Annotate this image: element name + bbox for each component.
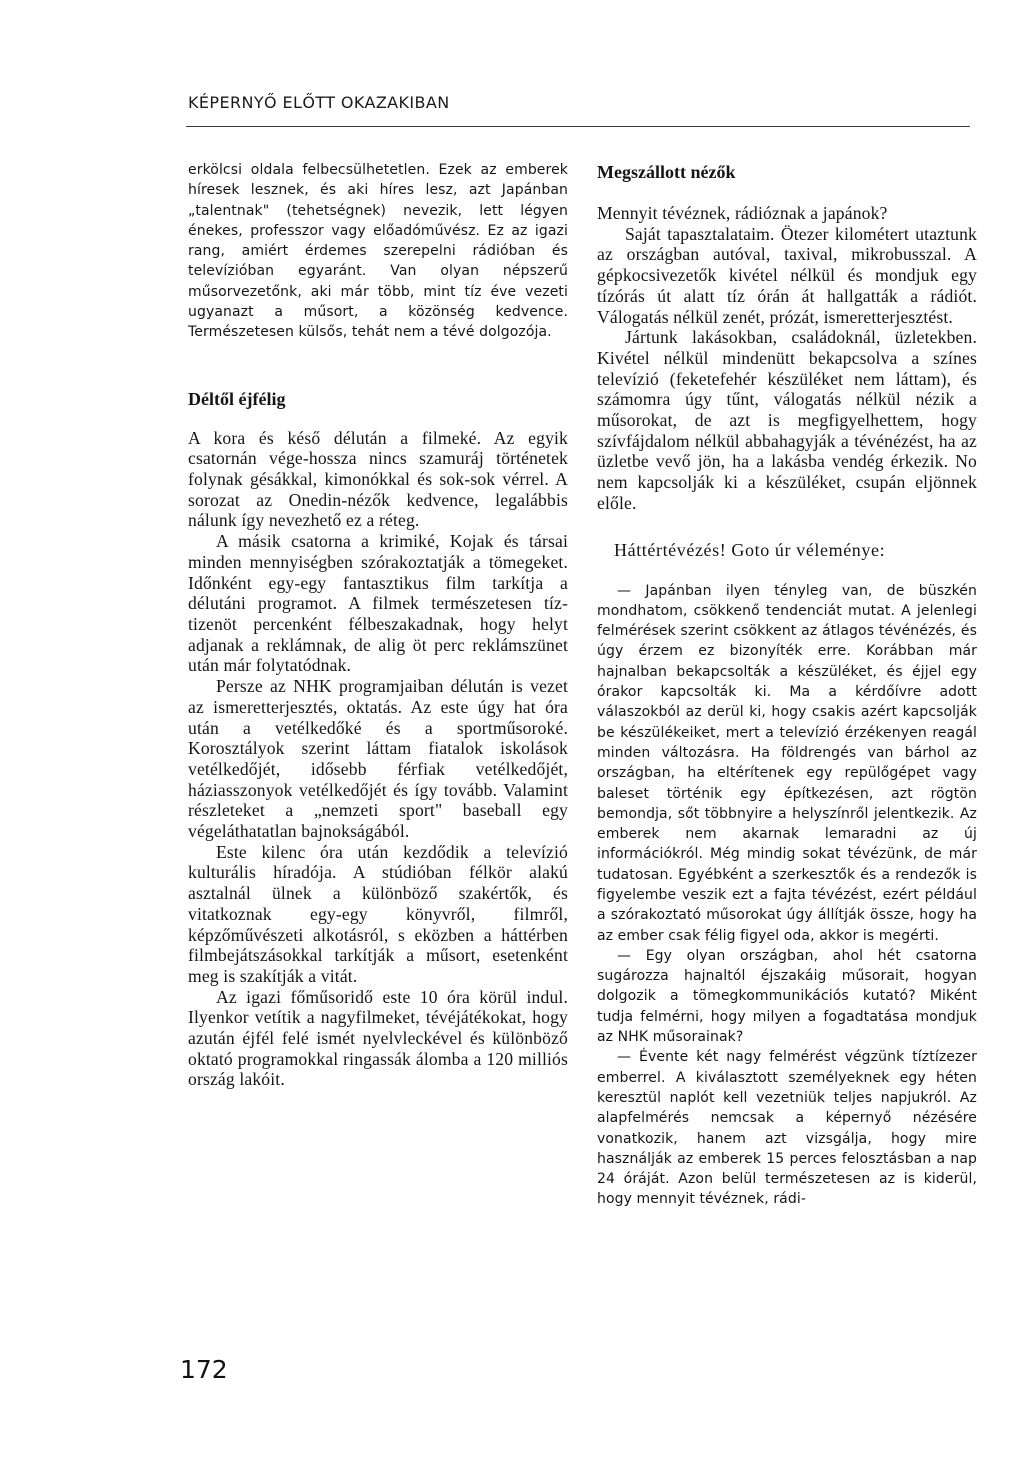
right-column bbox=[597, 160, 977, 1210]
body-paragraph: Mennyit tévéznek, rádióznak a japánok? bbox=[597, 203, 888, 223]
interview-paragraph: — Japánban ilyen tényleg van, de büszkén mondhatom, csökkenő tendenciát mutat. A jelenlegi felmérések szerint csökkent az átlagos tévénézés, és úgy érzem ez bizonyíték erre. Korábban már hajnalban bekapcsolták a készüléket, és éjjel egy órakor kapcsolták ki. Ma a kérdőívre adott válaszokból az derül ki, hogy csakis azért kapcsolják be készülékeiket, mert a televízió érzékenyen reagál minden változásra. Ha földrengés van bárhol az országban, ha eltérítenek egy repülőgépet vagy baleset történik egy építkezésen, azt rögtön bemondja, sőt többnyire a helyszínről jelentkezik. Az emberek nem akarnak lemaradni az új információkról. Még mindig sokat tévézünk, de már tudatosan. Egyébként a szerkesztők és a rendezők is figyelembe veszik ezt a fajta tévézést, ezért például a szórakoztató műsorokat úgy állítják össze, hogy ha az ember csak félig figyel oda, akkor is megérti. bbox=[597, 582, 977, 944]
section-heading-megszallott-nezok: Megszállott nézők bbox=[597, 162, 736, 182]
body-paragraph: Saját tapasztalataim. Ötezer kilométert utaztunk az országban autóval, taxival, mikrobusszal. A gépkocsivezetők kivétel nélkül és mondjuk egy tízórás út alatt tíz órán át hallgatták a rádiót. Válogatás nélkül zenét, prózát, ismeretterjesztést. bbox=[597, 223, 977, 327]
left-column bbox=[188, 160, 568, 1090]
body-paragraph: Persze az NHK programjaiban délután is vezet az ismeretterjesztés, oktatás. Az este úgy hat óra után a vetélkedőké és a sportműsoroké. Korosztályok szerint láttam fiatalok iskolások vetélkedőjét, idősebb férfiak vetélkedőjét, háziasszonyok vetélkedőjét és így tovább. Valamint részleteket a „nemzeti sport" baseball egy végeláthatatlan bajnokságából. bbox=[188, 676, 568, 842]
body-paragraph: Este kilenc óra után kezdődik a televízió kulturális híradója. A stúdióban félkör alakú asztalnál ülnek a különböző szakértők, és vitatkoznak egy-egy könyvről, filmről, képzőművészeti alkotásról, s eközben a háttérben filmbejátszásokkal tarkítják a műsort, esetenként meg is szakítják a vitát. bbox=[188, 841, 568, 986]
interview-paragraph: — Évente két nagy felmérést végzünk tíztízezer emberrel. A kiválasztott személyeknek egy héten keresztül naplót kell vezetniük teljes napjukról. Az alapfelmérés nemcsak a képernyő nézésére vonatkozik, hanem azt vizsgálja, hogy mire használják az emberek 15 perces felosztásban a nap 24 óráját. Azon belül természetesen az is kiderül, hogy mennyit tévéznek, rádi- bbox=[597, 1049, 977, 1208]
interview-intro: Háttértévézés! Goto úr véleménye: bbox=[614, 539, 886, 560]
body-paragraph: A másik csatorna a krimiké, Kojak és társai minden mennyiségben szórakoztatják a tömegeket. Időnként egy-egy fantasztikus film tarkítja a délutáni programot. A filmek természetesen tíz-tizenöt percenként félbeszakadnak, hogy helyt adjanak a reklámnak, de alig öt perc reklámszünet után már folytatódnak. bbox=[188, 531, 568, 676]
section-heading-deltol-ejfelig: Déltől éjfélig bbox=[188, 388, 286, 409]
body-paragraph: Jártunk lakásokban, családoknál, üzletekben. Kivétel nélkül mindenütt bekapcsolva a színes televízió (feketefehér készüléket nem láttam), és számomra úgy tűnt, válogatás nélkül nézik a műsorokat, de azt is megfigyelhettem, hogy szívfájdalom nélkül abbahagyják a tévénézést, ha az üzletbe vevő jön, ha a lakásba vendég érkezik. No nem kapcsolják ki a készüléket, csupán eljönnek előle. bbox=[597, 327, 977, 513]
interview-paragraph: — Egy olyan országban, ahol hét csatorna sugározza hajnaltól éjszakáig műsorait, hogyan dolgozik a tömegkommunikációs kutató? Miként tudja felmérni, hogy milyen a fogadtatása mondjuk az NHK műsorainak? bbox=[597, 947, 977, 1046]
body-paragraph: Az igazi főműsoridő este 10 óra körül indul. Ilyenkor vetítik a nagyfilmeket, tévéjátékokat, hogy azután éjfél felé ismét nyelvleckével és különböző oktató programokkal ringassák álomba a 120 milliós ország lakóit. bbox=[188, 986, 568, 1090]
intro-paragraph: erkölcsi oldala felbecsülhetetlen. Ezek az emberek híresek lesznek, és aki híres lesz, azt Japánban „talentnak" (tehetségnek) nevezik, lett légyen énekes, professzor vagy előadóművész. Ez az igazi rang, amiért érdemes szerepelni rádióban és televízióban egyaránt. Van olyan népszerű műsorvezetőnk, aki már több, mint tíz éve vezeti ugyanazt a műsort, a közönség kedvence. Természetesen külsős, tehát nem a tévé dolgozója. bbox=[188, 162, 568, 341]
page-number: 172 bbox=[180, 1355, 228, 1384]
running-title: KÉPERNYŐ ELŐTT OKAZAKIBAN bbox=[188, 93, 450, 112]
body-paragraph: A kora és késő délután a filmeké. Az egyik csatornán vége-hossza nincs szamuráj történetek folynak gésákkal, kimonókkal és sok-sok vérrel. A sorozat az Onedin-nézők kedvence, legalábbis nálunk így nevezhető ez a réteg. bbox=[188, 427, 568, 531]
header-rule bbox=[186, 126, 970, 127]
